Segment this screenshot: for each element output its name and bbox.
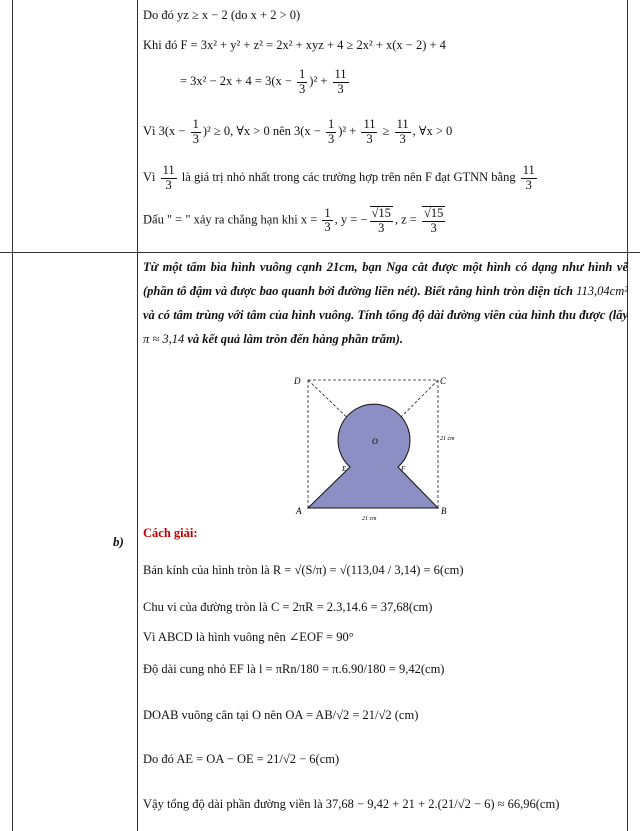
solution-step-3: Vì ABCD là hình vuông nên ∠EOF = 90° bbox=[143, 630, 354, 644]
table-border-left bbox=[12, 0, 13, 831]
geometry-figure bbox=[290, 374, 470, 524]
solution-line-4: Vì 3(x − $\frac{1}{3}$ )² ≥ 0, ∀x > 0 nên 3(x − $\frac{1}{3}$ )² + $\frac{11}{3}$ ≥ $\frac{11}{3}$ , ∀x > 0 bbox=[143, 117, 453, 146]
label-F: F bbox=[401, 465, 406, 473]
solution-line-5: Vì $\frac{11}{3}$ là giá trị nhỏ nhất trong các trường hợp trên nên F đạt GTNN bằng $\frac{11}{3}$ bbox=[143, 163, 535, 192]
solution-step-5: DOAB vuông cân tại O nên OA = AB/√2 = 21/√2 (cm) bbox=[143, 708, 419, 722]
problem-statement: Từ một tấm bìa hình vuông cạnh 21cm, bạn Nga cắt được một hình có dạng như hình vẽ (phần tô đậm và được bao quanh bởi đường liền nét). Biết rằng hình tròn diện tích 113,04cm² và có tâm trùng với tâm của hình vuông. Tính tổng độ dài đường viền của hình thu được (lấy π ≈ 3,14 và kết quả làm tròn đến hàng phần trăm). bbox=[143, 260, 628, 346]
solution-step-1: Bán kính của hình tròn là R = √(S/π) = √(113,04 / 3,14) = 6(cm) bbox=[143, 563, 464, 577]
label-D: D bbox=[294, 376, 301, 386]
label-E: E bbox=[342, 465, 347, 473]
solution-title: Cách giải: bbox=[143, 526, 198, 540]
table-row-divider bbox=[0, 252, 640, 253]
side-label-bottom: 21 cm bbox=[362, 516, 377, 522]
solution-line-2: Khi đó F = 3x² + y² + z² = 2x² + xyz + 4 ≥ 2x² + x(x − 2) + 4 bbox=[143, 38, 446, 52]
solution-step-6: Do đó AE = OA − OE = 21/√2 − 6(cm) bbox=[143, 752, 340, 766]
label-C: C bbox=[440, 376, 447, 386]
label-A: A bbox=[296, 506, 302, 516]
table-border-right bbox=[627, 0, 628, 831]
side-label-right: 21 cm bbox=[440, 436, 455, 442]
solution-step-4: Độ dài cung nhỏ EF là l = πRn/180 = π.6.90/180 = 9,42(cm) bbox=[143, 662, 445, 676]
solution-line-3: = 3x² − 2x + 4 = 3(x − $\frac{1}{3}$ )² + $\frac{11}{3}$ bbox=[180, 67, 347, 96]
table-column-divider bbox=[137, 0, 138, 831]
solution-line-1: Do đó yz ≥ x − 2 (do x + 2 > 0) bbox=[143, 8, 301, 22]
label-O: O bbox=[372, 437, 378, 446]
solution-step-2: Chu vi của đường tròn là C = 2πR = 2.3,14.6 = 37,68(cm) bbox=[143, 600, 433, 614]
shaded-shape bbox=[308, 404, 438, 508]
label-B: B bbox=[441, 506, 447, 516]
solution-line-6: Dấu " = " xảy ra chẳng hạn khi x = $\frac{1}{3}$ , y = − $\frac{√15}{3}$ , z = $\frac{√15}{3}$ bbox=[143, 205, 444, 235]
solution-step-7: Vậy tổng độ dài phần đường viền là 37,68 − 9,42 + 21 + 2.(21/√2 − 6) ≈ 66,96(cm) bbox=[143, 797, 560, 811]
part-label: b) bbox=[113, 534, 124, 549]
